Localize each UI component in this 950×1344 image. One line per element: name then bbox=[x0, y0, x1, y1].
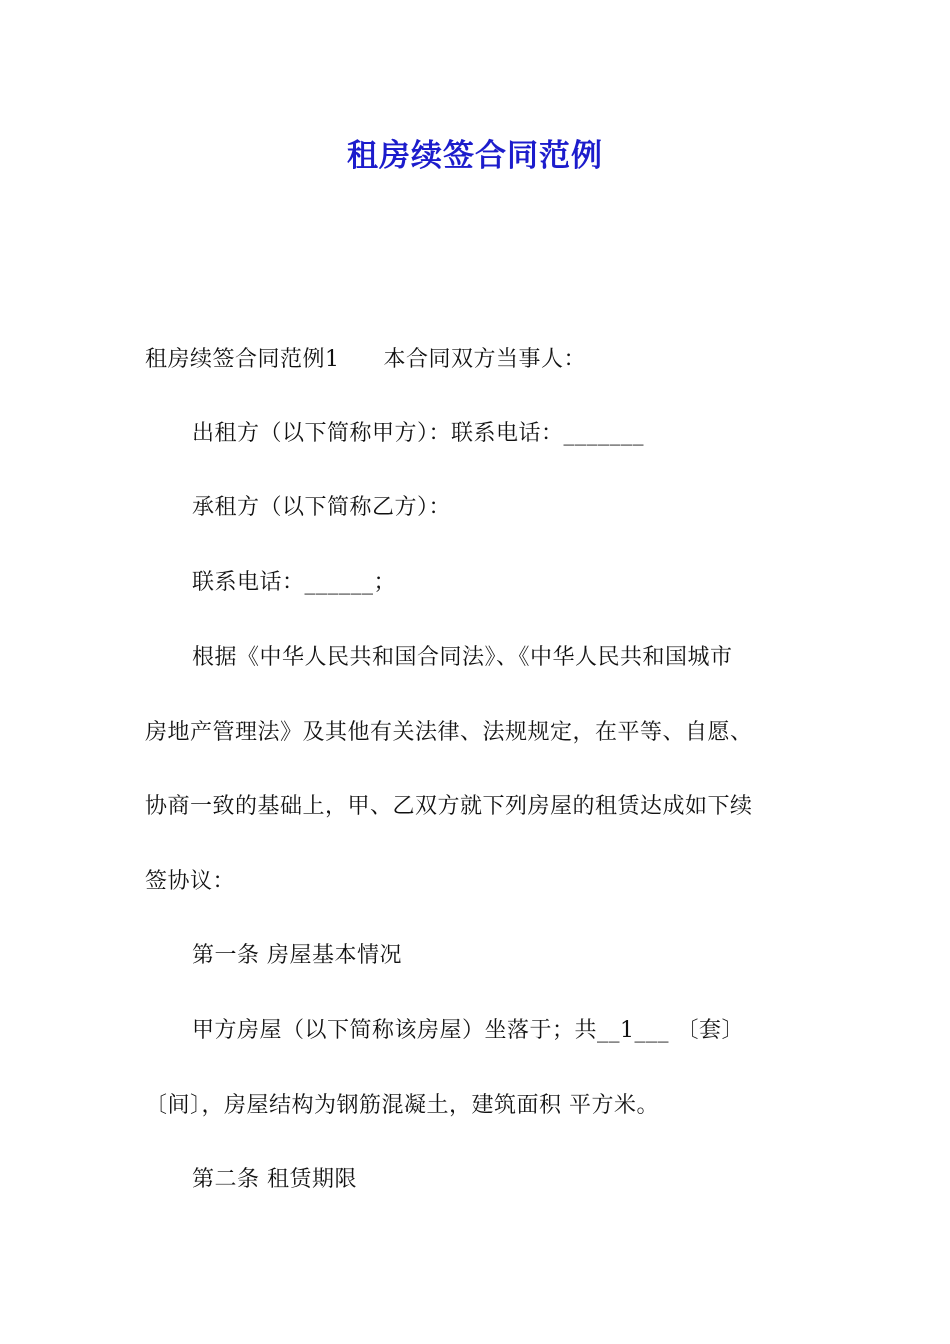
lessor-line: 出租方（以下简称甲方）：联系电话：_______ bbox=[192, 421, 645, 446]
paragraph-line: 根据《中华人民共和国合同法》、《中华人民共和国城市 bbox=[192, 645, 733, 670]
paragraph-line: 甲方房屋（以下简称该房屋）坐落于；共__1___ 〔套〕 bbox=[192, 1018, 744, 1043]
lessee-phone-line: 联系电话：______； bbox=[192, 570, 397, 595]
paragraph-line: 协商一致的基础上，甲、乙双方就下列房屋的租赁达成如下续 bbox=[145, 794, 753, 819]
contract-heading-line bbox=[145, 345, 586, 375]
paragraph-line: 〔间〕，房屋结构为钢筋混凝土，建筑面积 平方米。 bbox=[145, 1093, 659, 1118]
contract-example-label: 租房续签合同范例1 bbox=[145, 347, 340, 372]
parties-label: 本合同双方当事人： bbox=[383, 347, 587, 372]
document-title: 租房续签合同范例 bbox=[347, 138, 603, 174]
article-one-heading: 第一条 房屋基本情况 bbox=[192, 943, 402, 968]
paragraph-line: 签协议： bbox=[145, 869, 236, 894]
paragraph-line: 房地产管理法》及其他有关法律、法规规定，在平等、自愿、 bbox=[145, 720, 753, 745]
lessee-line: 承租方（以下简称乙方）： bbox=[192, 495, 452, 520]
article-two-heading: 第二条 租赁期限 bbox=[192, 1167, 357, 1192]
